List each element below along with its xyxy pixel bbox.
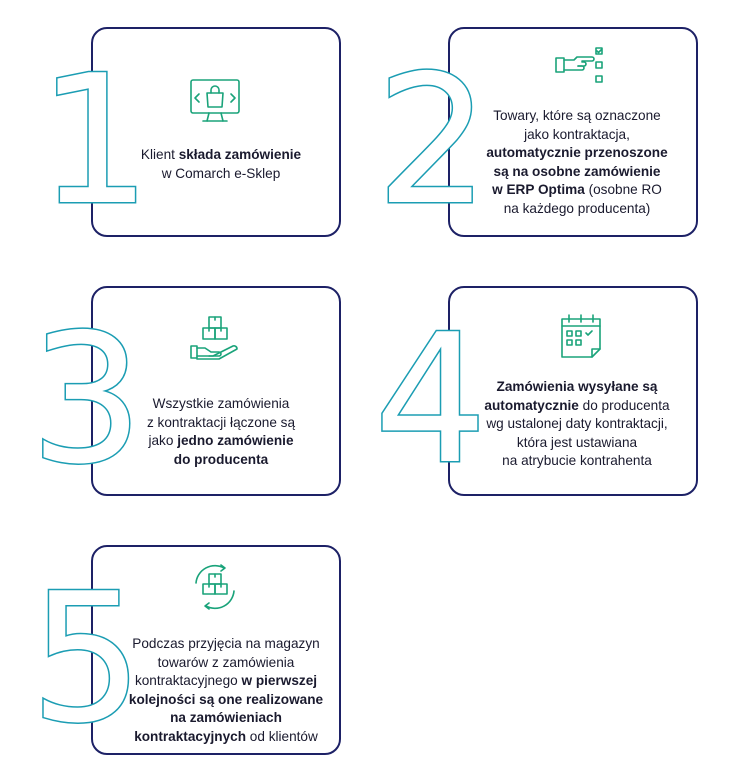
- text-segment: do producenta: [578, 397, 670, 413]
- description-line: [466, 144, 688, 163]
- step-3-description: [110, 395, 332, 469]
- text-segment: wg ustalonej daty kontraktacji,: [486, 416, 668, 431]
- description-line: [100, 635, 352, 654]
- description-line: [110, 165, 332, 184]
- description-line: [466, 397, 688, 416]
- step-2-description: [466, 107, 688, 218]
- bold-text: są na osobne zamówienie: [493, 163, 661, 179]
- description-line: [100, 691, 352, 710]
- text-segment: Klient: [140, 147, 179, 162]
- text-segment: z kontraktacji łączone są: [146, 414, 296, 430]
- description-line: [100, 728, 352, 747]
- calendar-check-icon: [554, 313, 610, 361]
- description-line: [100, 709, 352, 728]
- description-line: [466, 415, 688, 434]
- text-segment: (osobne RO: [584, 182, 662, 197]
- description-line: [100, 672, 352, 691]
- text-segment: na atrybucie kontrahenta: [502, 453, 652, 468]
- text-segment: jako: [148, 433, 178, 448]
- text-segment: jako kontraktacja,: [524, 126, 630, 142]
- bold-text: Zamówienia wysyłane są: [496, 379, 658, 394]
- bold-text: kolejności są one realizowane: [128, 691, 324, 707]
- description-line: [110, 451, 332, 470]
- text-segment: która jest ustawiana: [516, 434, 638, 450]
- bold-text: składa zamówienie: [178, 147, 302, 162]
- hand-holding-boxes-icon: [187, 314, 243, 362]
- description-line: [466, 452, 688, 471]
- description-line: [466, 181, 688, 200]
- description-line: [466, 200, 688, 219]
- description-line: [466, 126, 688, 145]
- description-line: [466, 434, 688, 453]
- bold-text: w pierwszej: [241, 673, 318, 688]
- text-segment: od klientów: [246, 728, 318, 744]
- text-segment: Wszystkie zamówienia: [152, 396, 290, 411]
- step-1-description: [110, 146, 332, 183]
- description-line: [110, 146, 332, 165]
- step-5-description: [100, 635, 352, 746]
- text-segment: na każdego producenta): [503, 200, 651, 216]
- bold-text: na zamówieniach: [170, 710, 282, 725]
- bold-text: automatycznie: [484, 397, 579, 413]
- description-line: [110, 414, 332, 433]
- boxes-cycle-arrows-icon: [187, 563, 243, 611]
- bold-text: automatycznie przenoszone: [486, 145, 668, 160]
- description-line: [466, 378, 688, 397]
- step-1-number: 1: [38, 37, 152, 244]
- bold-text: kontraktacyjnych: [134, 728, 247, 744]
- description-line: [466, 107, 688, 126]
- bold-text: do producenta: [173, 451, 269, 467]
- text-segment: towarów z zamówienia: [157, 654, 295, 670]
- pointing-hand-checklist-icon: [552, 44, 608, 92]
- step-5-number: 5: [30, 555, 144, 762]
- text-segment: w Comarch e-Sklep: [161, 165, 281, 181]
- step-3-number: 3: [30, 296, 144, 503]
- description-line: [100, 654, 352, 673]
- text-segment: Podczas przyjęcia na magazyn: [132, 636, 320, 651]
- bold-text: jedno zamówienie: [177, 433, 294, 448]
- step-4-description: [466, 378, 688, 471]
- description-line: [110, 432, 332, 451]
- text-segment: Towary, które są oznaczone: [493, 108, 661, 123]
- step-2-number: 2: [376, 37, 490, 244]
- text-segment: kontraktacyjnego: [134, 673, 242, 688]
- monitor-shopping-bag-icon: [187, 77, 243, 125]
- description-line: [466, 163, 688, 182]
- description-line: [110, 395, 332, 414]
- step-4-number: 4: [374, 296, 488, 503]
- bold-text: w ERP Optima: [492, 182, 585, 197]
